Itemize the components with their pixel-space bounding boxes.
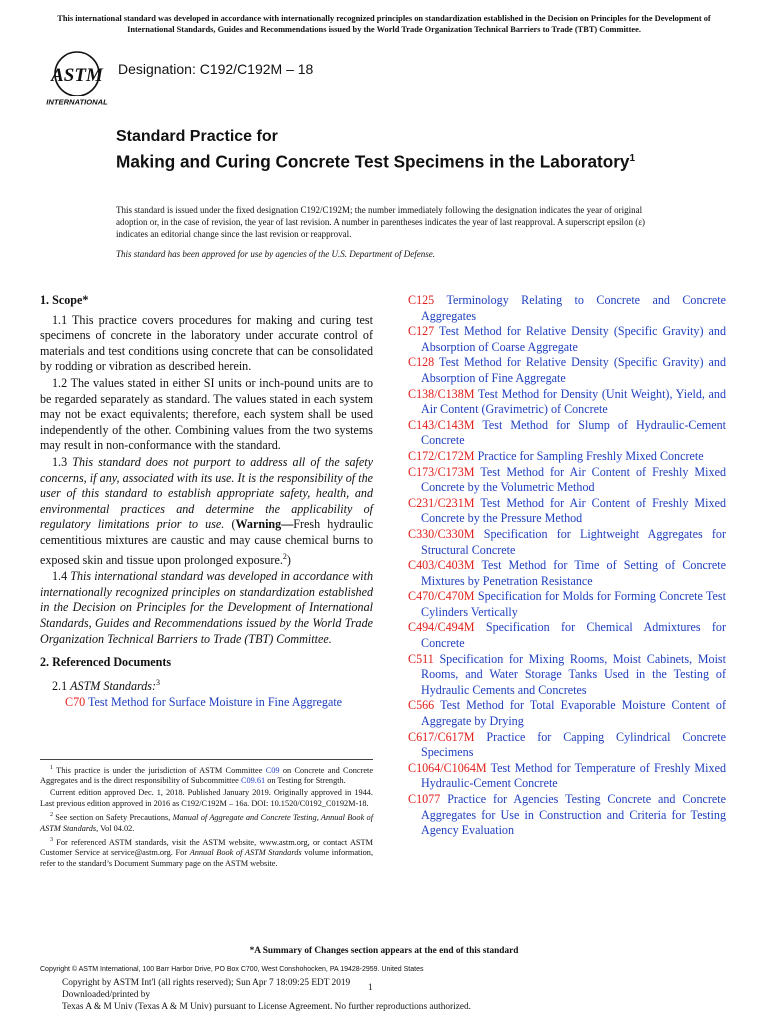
- title-kicker: Standard Practice for: [116, 128, 278, 145]
- document-title: [116, 148, 636, 173]
- reference-code-link[interactable]: C566: [408, 698, 435, 713]
- designation: Designation: C192/C192M – 18: [118, 61, 314, 77]
- reference-title-link[interactable]: Test Method for Time of Setting of Concrete Mixtures by Penetration Resistance: [421, 558, 727, 588]
- reference-item[interactable]: [408, 730, 726, 761]
- scope-1-3-text: This standard does not purport to address all of the safety concerns, if any, associated with its use. It is the responsibility of the user of this standard to establish appropriate safety, health, and environmental practices and determine the applicability of regulatory limitations prior to use.: [40, 454, 374, 532]
- reference-code-link[interactable]: C617/C617M: [408, 729, 475, 744]
- reference-title-link[interactable]: Test Method for Total Evaporable Moisture Content of Aggregate by Drying: [421, 698, 726, 729]
- scope-heading: 1. Scope*: [40, 293, 89, 307]
- scope-1-2: 1.2 The values stated in either SI units or inch-pound units are to be regarded separately as standard. The values stated in each system may not be exact equivalents; therefore, each system shall be used independently of the other. Combining values from the two systems may result in non-conformance with the standard.: [40, 375, 373, 453]
- footnote-2: [40, 810, 373, 834]
- footnote-2-text-a: See section on Safety Precautions,: [53, 812, 173, 822]
- footnote-1-text-b: on Concrete and Concrete Aggregates and is the direct responsibility of Subcommittee: [40, 765, 374, 786]
- reference-code-link[interactable]: C143/C143M: [408, 417, 475, 432]
- reference-code-link[interactable]: C330/C330M: [408, 526, 475, 541]
- left-column: [40, 293, 373, 712]
- logo-text-top: ASTM: [51, 65, 103, 86]
- reference-code-link[interactable]: C494/C494M: [408, 620, 475, 635]
- footnote-2-italic: Manual of Aggregate and Concrete Testing, Annual Book of ASTM Standards: [40, 812, 374, 833]
- reference-item[interactable]: [408, 698, 726, 729]
- footnote-1-text-a: This practice is under the jurisdiction of ASTM Committee: [53, 765, 266, 775]
- reference-code-link[interactable]: C127: [408, 324, 435, 339]
- summary-of-changes-note: *A Summary of Changes section appears at the end of this standard: [249, 946, 519, 956]
- reference-item[interactable]: [408, 620, 726, 651]
- footnote-3-italic: Annual Book of ASTM Standards: [189, 848, 302, 858]
- footnotes: [40, 759, 373, 871]
- warning-text: Fresh hydraulic cementitious mixtures are caustic and may cause chemical burns to exposed skin and tissue upon prolonged exposure.: [40, 517, 373, 567]
- footnote-1-text-c: on Testing for Strength.: [265, 776, 346, 786]
- reference-title-link[interactable]: Practice for Capping Cylindrical Concrete Specimens: [421, 729, 726, 760]
- title-footnote-mark: 1: [629, 153, 636, 164]
- reference-title-link[interactable]: Test Method for Temperature of Freshly Mixed Hydraulic-Cement Concrete: [421, 760, 726, 791]
- footnote-1-mark: 1: [50, 765, 53, 771]
- reference-title-link[interactable]: Specification for Lightweight Aggregates for Structural Concrete: [421, 526, 726, 557]
- tbt-notice: This international standard was developed in accordance with internationally recognized principles on standardization established in the Decision on Principles for the Development of International Standards, Guides and Recommendations issued by the World Trade Organization Technical Barriers to Trade (TBT) Committee.: [57, 14, 711, 34]
- issuance-note: This standard is issued under the fixed designation C192/C192M; the number immediately following the designation indicates the year of original adoption or, in the case of revision, the year of last revision. A number in parentheses indicates the year of last reapproval. A superscript epsilon (ε) indicates an editorial change since the last revision or reapproval.: [116, 205, 646, 239]
- reference-code-link[interactable]: C511: [408, 651, 434, 666]
- page-number: 1: [368, 983, 373, 993]
- footnote-3: [40, 835, 373, 870]
- reference-item[interactable]: [408, 792, 726, 839]
- scope-1-4-num: 1.4: [52, 569, 71, 584]
- reference-code-link[interactable]: C403/C403M: [408, 558, 475, 573]
- warning-footnote-mark: 2: [282, 551, 287, 561]
- edition-note: Current edition approved Dec. 1, 2018. Published January 2019. Originally approved in 1944. Last previous edition approved in 2016 as C192/C192M – 16a. DOI: 10.1520/C0192_C0192M-18.: [40, 787, 373, 808]
- reference-item-c70[interactable]: [40, 695, 373, 711]
- reference-title-link[interactable]: Specification for Mixing Rooms, Moist Cabinets, Moist Rooms, and Water Storage Tanks Used in the Testing of Hydraulic Cements and Concretes: [421, 651, 726, 697]
- reference-title-link[interactable]: Specification for Molds for Forming Concrete Test Cylinders Vertically: [421, 589, 726, 619]
- reference-item[interactable]: [408, 558, 726, 589]
- reference-code-link[interactable]: C470/C470M: [408, 589, 475, 604]
- reference-code-link[interactable]: C125: [408, 293, 435, 307]
- reference-item[interactable]: [408, 418, 726, 449]
- footnote-2-text-b: , Vol 04.02.: [96, 823, 135, 833]
- reference-title-link[interactable]: Specification for Chemical Admixtures for Concrete: [421, 620, 726, 651]
- reference-code-link[interactable]: C128: [408, 355, 435, 370]
- astm-logo: [42, 50, 112, 108]
- reference-title-link[interactable]: Test Method for Surface Moisture in Fine Aggregate: [87, 695, 343, 710]
- download-line-3: Texas A & M Univ (Texas A & M Univ) pursuant to License Agreement. No further reproductions authorized.: [62, 1002, 471, 1013]
- download-stamp: [62, 977, 471, 1014]
- reference-item[interactable]: [408, 465, 726, 496]
- footnote-3-text-a: For referenced ASTM standards, visit the ASTM website, www.astm.org, or contact ASTM Customer Service at service@astm.org. For: [40, 837, 373, 858]
- download-line-2: Downloaded/printed by: [62, 990, 151, 1001]
- reference-item[interactable]: [408, 387, 726, 418]
- committee-c09-link[interactable]: C09: [265, 765, 280, 775]
- warning-label: Warning—: [235, 517, 294, 532]
- reference-title-link[interactable]: Test Method for Density (Unit Weight), Yield, and Air Content (Gravimetric) of Concrete: [421, 386, 726, 417]
- referenced-heading: 2. Referenced Documents: [40, 655, 172, 670]
- reference-code-link[interactable]: C172/C172M: [408, 448, 475, 463]
- reference-item[interactable]: [408, 355, 726, 386]
- reference-item[interactable]: [408, 293, 726, 324]
- astm-standards-subhead: [40, 675, 373, 695]
- copyright-line: Copyright © ASTM International, 100 Barr Harbor Drive, PO Box C700, West Conshohocken, PA 19428-2959. United States: [40, 966, 424, 973]
- reference-item[interactable]: [408, 496, 726, 527]
- reference-title-link[interactable]: Test Method for Relative Density (Specific Gravity) and Absorption of Coarse Aggregate: [421, 324, 726, 354]
- reference-list: [408, 293, 726, 839]
- reference-item[interactable]: [408, 527, 726, 558]
- reference-code-link[interactable]: C70: [65, 695, 86, 710]
- download-line-1: Copyright by ASTM Int'l (all rights reserved); Sun Apr 7 18:09:25 EDT 2019: [62, 978, 351, 988]
- reference-item[interactable]: [408, 589, 726, 620]
- title-block: [116, 128, 636, 173]
- reference-title-link[interactable]: Terminology Relating to Concrete and Concrete Aggregates: [421, 293, 727, 323]
- subhead-num: 2.1: [52, 678, 71, 693]
- footnote-2-mark: 2: [50, 812, 53, 819]
- scope-1-3: 1.3 This standard does not purport to address all of the safety concerns, if any, associated with its use. It is the responsibility of the user of this standard to establish appropriate safety, health, and environmental practices and determine the applicability of regulatory limitations prior to use. (Warning—Fresh hydraulic cementitious mixtures are caustic and may cause chemical burns to exposed skin and tissue upon prolonged exposure.$^2$): [40, 454, 374, 567]
- scope-1-1: 1.1 This practice covers procedures for making and curing test specimens of concrete in the laboratory under accurate control of materials and test conditions using concrete that can be consolidated by rodding or vibration as described herein.: [40, 312, 373, 374]
- reference-item[interactable]: [408, 761, 726, 792]
- reference-item[interactable]: [408, 449, 726, 465]
- reference-code-link[interactable]: C173/C173M: [408, 464, 475, 479]
- scope-1-4: [40, 569, 373, 647]
- reference-title-link[interactable]: Practice for Agencies Testing Concrete and Concrete Aggregates for Use in Construction and Criteria for Testing Agency Evaluation: [421, 792, 726, 838]
- reference-code-link[interactable]: C138/C138M: [408, 386, 475, 401]
- reference-code-link[interactable]: C1077: [408, 792, 441, 806]
- title-text: Making and Curing Concrete Test Specimens in the Laboratory: [116, 151, 630, 172]
- reference-item[interactable]: [408, 652, 726, 699]
- logo-text-bottom: INTERNATIONAL: [46, 97, 108, 107]
- footnote-3-mark: 3: [50, 837, 53, 844]
- reference-code-link[interactable]: C231/C231M: [408, 495, 475, 510]
- defense-note: This standard has been approved for use by agencies of the U.S. Department of Defense.: [116, 249, 436, 259]
- reference-title-link[interactable]: Test Method for Relative Density (Specific Gravity) and Absorption of Fine Aggregate: [421, 355, 726, 385]
- subcommittee-c0961-link[interactable]: C09.61: [240, 776, 266, 786]
- footnote-3-text-b: volume information, refer to the standard’s Document Summary page on the ASTM website.: [40, 848, 374, 869]
- subhead-label: ASTM Standards:: [70, 678, 157, 693]
- reference-title-link[interactable]: Test Method for Slump of Hydraulic-Cement Concrete: [421, 417, 726, 448]
- reference-item[interactable]: [408, 324, 726, 355]
- scope-1-4-text: This international standard was developed in accordance with internationally recognized principles on standardization established in the Decision on Principles for the Development of International Standards, Guides and Recommendations issued by the World Trade Organization Technical Barriers to Trade (TBT) Committee.: [40, 569, 373, 646]
- reference-title-link[interactable]: Test Method for Air Content of Freshly Mixed Concrete by the Volumetric Method: [421, 464, 726, 495]
- subhead-footnote-mark: 3: [156, 677, 161, 687]
- scope-1-3-num: 1.3: [52, 454, 73, 469]
- footnote-1: [40, 763, 373, 787]
- reference-title-link[interactable]: Test Method for Air Content of Freshly Mixed Concrete by the Pressure Method: [421, 495, 726, 526]
- reference-title-link[interactable]: Practice for Sampling Freshly Mixed Concrete: [477, 448, 704, 463]
- reference-code-link[interactable]: C1064/C1064M: [408, 760, 487, 775]
